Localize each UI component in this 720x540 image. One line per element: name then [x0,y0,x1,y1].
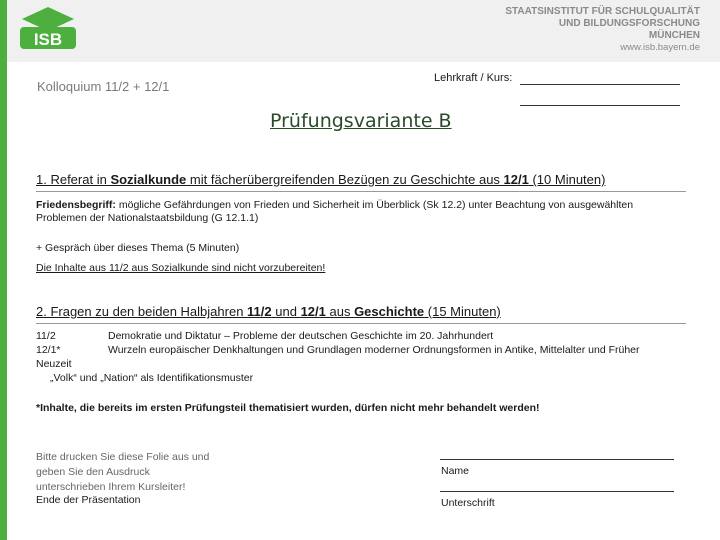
isb-logo-icon [14,5,82,53]
signature-line [440,491,674,492]
teacher-line-1 [520,84,680,85]
section1-topic: Friedensbegriff: mögliche Gefährdungen von Frieden und Sicherheit im Überblick (Sk 12.2) unter Beachtung von ausgewählten Problemen der Nationalstaatsbildung (G 12.1.1) [36,199,634,224]
row-subtopic: „Volk“ und „Nation“ als Identifikationsmuster [50,372,254,384]
end-of-presentation: Ende der Präsentation [36,494,141,506]
section1-note: Die Inhalte aus 11/2 aus Sozialkunde sind nicht vorzubereiten! [36,262,326,274]
green-sidebar [0,0,7,540]
row-continuation: Neuzeit [36,358,72,370]
logo-text: ISB [33,30,63,49]
name-label: Name [441,465,470,477]
section1-heading: 1. Referat in Sozialkunde mit fächerübergreifenden Bezügen zu Geschichte aus 12/1 (10 Minuten) [36,172,606,187]
footnote: *Inhalte, die bereits im ersten Prüfungsteil thematisiert wurden, dürfen nicht mehr behandelt werden! [36,402,540,414]
print-note: Bitte drucken Sie diese Folie aus und geben Sie den Ausdruck unterschrieben Ihrem Kursleiter! [36,451,210,493]
teacher-line-2 [520,105,680,106]
row-term-1: 11/2 [36,330,56,342]
section2-heading: 2. Fragen zu den beiden Halbjahren 11/2 und 12/1 aus Geschichte (15 Minuten) [36,304,501,319]
institute-name: STAATSINSTITUT FÜR SCHULQUALITÄT UND BILDUNGSFORSCHUNG MÜNCHEN www.isb.bayern.de [505,6,700,53]
section1-divider [36,191,686,192]
row-term-2: 12/1* [36,344,61,356]
course-title: Kolloquium 11/2 + 12/1 [37,79,170,94]
row-text-2: Wurzeln europäischer Denkhaltungen und Grundlagen moderner Ordnungsformen in Antike, Mittelalter und Früher [108,344,640,356]
variant-title: Prüfungsvariante B [270,110,452,132]
institute-url: www.isb.bayern.de [620,42,700,53]
header-bar [0,0,720,62]
row-text-1: Demokratie und Diktatur – Probleme der deutschen Geschichte im 20. Jahrhundert [108,330,494,342]
name-line [440,459,674,460]
section2-divider [36,323,686,324]
section1-conversation: + Gespräch über dieses Thema (5 Minuten) [36,242,240,254]
signature-label: Unterschrift [441,497,495,509]
teacher-label: Lehrkraft / Kurs: [434,72,513,84]
